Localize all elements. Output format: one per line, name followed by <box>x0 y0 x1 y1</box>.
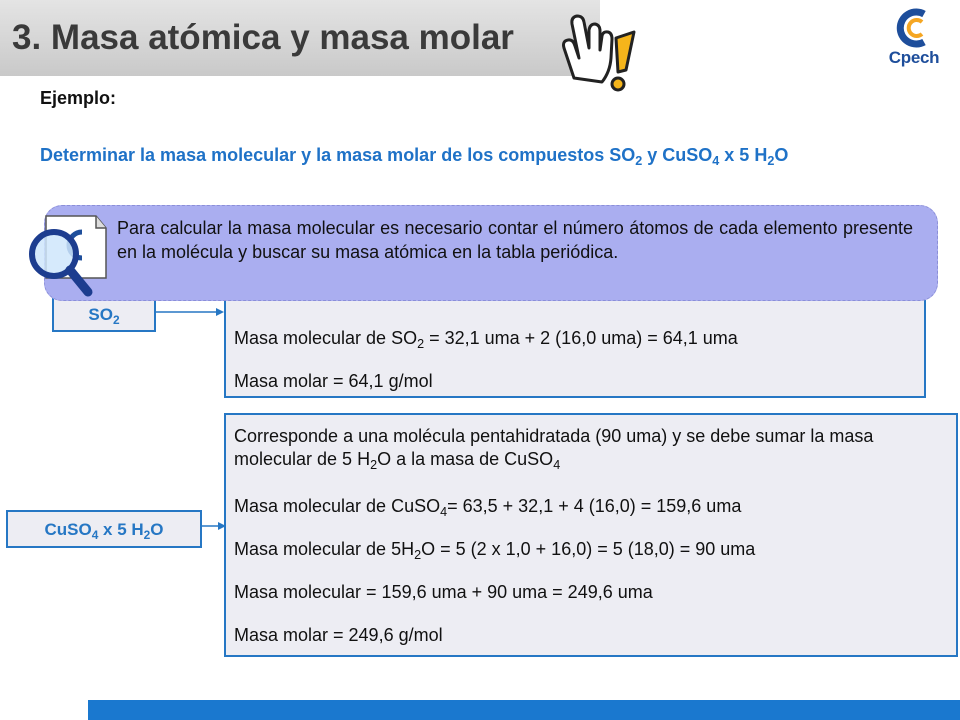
so2-arrow-icon <box>156 300 226 320</box>
title-bar <box>0 0 600 76</box>
so2-molar-line: Masa molar = 64,1 g/mol <box>234 371 433 391</box>
exclamation-icon <box>616 32 634 72</box>
problem-statement: Determinar la masa molecular y la masa molar de los compuestos $SO_2$ y CuSO$_4$ x 5 $H_2O$ <box>40 145 789 168</box>
cuso4-molar-line: Masa molar = 249,6 g/mol <box>234 625 443 645</box>
total-mass-line: Masa molecular = 159,6 uma + 90 uma = 249,6 uma <box>234 582 653 602</box>
callout-text: Para calcular la masa molecular es necesario contar el número átomos de cada elemento presente en la molécula y buscar su masa atómica en la tabla periódica. <box>117 218 913 262</box>
water-mass-line: Masa molecular de $5H_2O = 5$ (2 x 1,0 + 16,0) = 5 (18,0) = 90 uma <box>234 539 756 562</box>
so2-label: $SO_2$ <box>52 296 156 332</box>
logo-mark-icon <box>872 4 956 50</box>
cuso4-intro: Corresponde a una molécula pentahidratada (90 uma) y se debe sumar la masa molecular de 5 $H_2O$ a la masa de CuSO$_4$ <box>234 426 874 472</box>
cuso4-arrow-icon <box>202 512 230 536</box>
cuso4-mass-line: Masa molecular de CuSO$_4$= 63,5 + 32,1 + 4 (16,0) = 159,6 uma <box>234 496 742 519</box>
cuso4-result-box <box>224 413 958 657</box>
logo-text: Cpech <box>888 48 940 67</box>
cuso4-label: CuSO$_4$ x 5 $H_2O$ <box>6 510 202 548</box>
so2-mass-line: Masa molecular de $SO_2 = 32,1$ uma + 2 (16,0 uma) = 64,1 uma <box>234 328 738 351</box>
footer-bar <box>88 700 960 720</box>
slide-title: 3. Masa atómica y masa molar <box>12 18 514 57</box>
cpech-logo <box>872 4 956 74</box>
example-label: Ejemplo: <box>40 88 117 108</box>
magnifier-icon <box>20 214 108 306</box>
hand-pointer-icon <box>556 8 642 98</box>
hint-callout <box>44 205 938 301</box>
